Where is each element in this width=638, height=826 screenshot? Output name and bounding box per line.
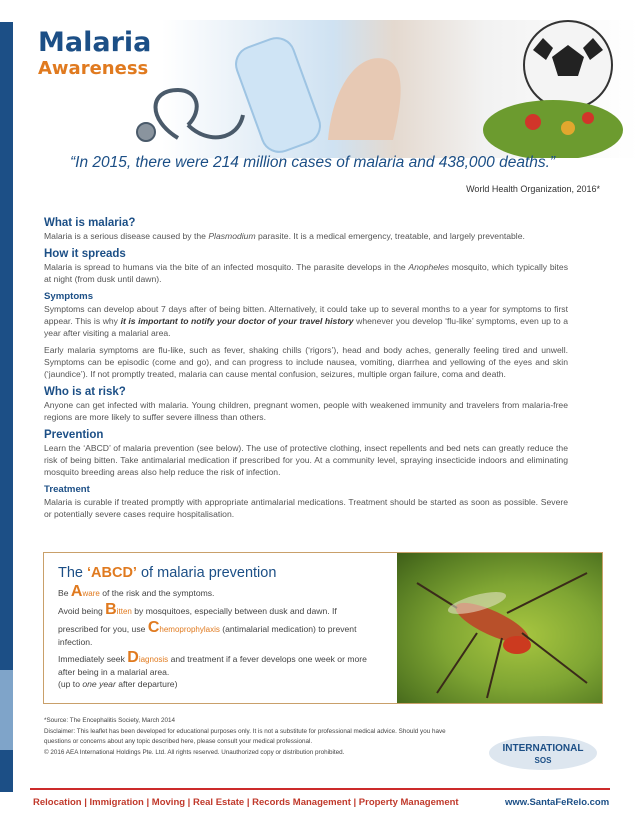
abcd-d-rest: iagnosis (138, 655, 169, 664)
abcd-item-c (58, 619, 376, 648)
spread-body-italic: Anopheles (408, 262, 450, 272)
treatment-body: Malaria is curable if treated promptly with appropriate antimalarial medications. Treatment should be started as soon as possible. Severe or potentially severe cases require hospitalisation. (44, 497, 568, 519)
main-content (44, 213, 568, 525)
page-subtitle: Awareness (38, 58, 149, 79)
abcd-a-pre: Be (58, 588, 71, 598)
abcd-c-rest: hemoprophylaxis (159, 625, 220, 634)
abcd-title-accent: ‘ABCD’ (87, 565, 137, 581)
what-body (44, 230, 568, 242)
risk-heading: Who is at risk? (44, 386, 126, 398)
abcd-c-pre: prescribed for you, use (58, 624, 148, 634)
abcd-c-letter: C (147, 619, 160, 636)
abcd-a-rest: ware (82, 589, 100, 598)
abcd-title (58, 565, 276, 581)
source-note: *Source: The Encephalitis Society, March 2014 (44, 717, 176, 724)
abcd-item-b (58, 601, 376, 618)
abcd-d-note-pre: (up to (58, 679, 83, 689)
spread-body (44, 261, 568, 285)
water-bottle-icon (231, 33, 325, 157)
symptoms-heading: Symptoms (44, 291, 94, 302)
abcd-b-post: by mosquitoes, especially between dusk and dawn. If (131, 606, 337, 616)
abcd-a-letter: A (70, 583, 83, 600)
spread-body-post: mosquito, which typically bites at night (from dusk until dawn). (44, 262, 569, 284)
title-box (38, 28, 151, 80)
logo-line-1: INTERNATIONAL (502, 743, 584, 754)
symptoms-p1-post: whenever you develop ‘flu-like’ symptoms, even up to a year after visiting a malarial area. (44, 316, 568, 338)
symptoms-body-1 (44, 303, 568, 339)
mosquito-photo (397, 553, 602, 703)
abcd-c-post: (antimalarial medication) to prevent infection. (58, 624, 357, 647)
logo-line-2: SOS (534, 756, 552, 765)
left-accent-band (0, 0, 13, 826)
risk-body: Anyone can get infected with malaria. Young children, pregnant women, people with weakened immunity and travelers from malaria-free regions are more likely to suffer severe illness than others. (44, 400, 568, 422)
mosquito-icon (397, 553, 602, 703)
page-title: Malaria (38, 27, 152, 58)
spread-heading: How it spreads (44, 248, 126, 260)
abcd-d-pre: Immediately seek (58, 654, 128, 664)
footer-services: Relocation | Immigration | Moving | Real Estate | Records Management | Property Management (33, 797, 459, 808)
footer-website-link[interactable]: www.SantaFeRelo.com (505, 797, 610, 808)
what-body-italic: Plasmodium (208, 231, 256, 241)
symptoms-body-2: Early malaria symptoms are flu-like, such as fever, shaking chills (‘rigors’), head and body aches, generally feeling tired and unwell. Symptoms can be episodic (come and go), and can progress to include nausea, vomiting, diarrhea and yellowing of the eyes and skin (‘jaundice’). If not promptly treated, malaria can cause mental confusion, seizures, multiple organ failure, coma and death. (44, 345, 568, 379)
abcd-b-rest: itten (116, 607, 132, 616)
symptoms-p1-pre: Symptoms can develop about 7 days after of being bitten. Alternatively, it could take up to several months to a year for symptoms to first appear. This is why (44, 304, 568, 326)
what-body-pre: Malaria is a serious disease caused by the (44, 231, 209, 241)
disclaimer: Disclaimer: This leaflet has been developed for educational purposes only. It is not a substitute for professional medical advice. Should you have questions or concerns about any topic described here, please consult your medical professional. (44, 728, 446, 745)
abcd-b-letter: B (105, 601, 117, 618)
footnotes (44, 716, 464, 759)
abcd-title-pre: The (58, 565, 88, 581)
spread-body-pre: Malaria is spread to humans via the bite of an infected mosquito. The parasite develops in the (44, 262, 409, 272)
hand-icon (328, 58, 401, 140)
footer-rule (30, 788, 610, 790)
abcd-d-letter: D (127, 649, 139, 666)
salad-icon (483, 100, 623, 158)
international-sos-logo (488, 735, 598, 771)
stethoscope-icon (156, 90, 197, 138)
abcd-item-a (58, 583, 376, 600)
abcd-d-note-post: after departure) (115, 679, 178, 689)
left-swoosh (0, 670, 13, 750)
prevention-body: Learn the ‘ABCD’ of malaria prevention (see below). The use of protective clothing, insect repellents and bed nets can greatly reduce the risk of being bitten. Take antimalarial medication if prescribed for you. At a community level, spraying insecticide indoors and eliminating mosquito breeding areas also help reduce the risk of infection. (44, 443, 568, 477)
abcd-title-post: of malaria prevention (136, 565, 277, 581)
abcd-prevention-box (43, 552, 603, 704)
what-body-post: parasite. It is a medical emergency, treatable, and largely preventable. (255, 231, 525, 241)
treatment-heading: Treatment (44, 484, 90, 495)
headline-quote: “In 2015, there were 214 million cases of malaria and 438,000 deaths.” (70, 154, 556, 171)
abcd-d-post: and treatment if a fever develops one week or more after being in a malarial area. (58, 654, 367, 677)
abcd-list (58, 583, 376, 694)
abcd-a-post: of the risk and the symptoms. (99, 588, 215, 598)
hero-banner (28, 20, 638, 158)
what-heading: What is malaria? (44, 217, 136, 229)
globe-icon (488, 735, 598, 771)
symptoms-p1-emphasis: it is important to notify your doctor of your travel history (120, 316, 354, 326)
abcd-item-d (58, 649, 376, 690)
abcd-d-note-italic: one year (82, 679, 116, 689)
quote-source: World Health Organization, 2016* (466, 184, 600, 194)
prevention-heading: Prevention (44, 429, 104, 441)
abcd-b-pre: Avoid being (58, 606, 106, 616)
copyright: © 2016 AEA International Holdings Pte. Ltd. All rights reserved. Unauthorized copy or distribution prohibited. (44, 749, 345, 756)
